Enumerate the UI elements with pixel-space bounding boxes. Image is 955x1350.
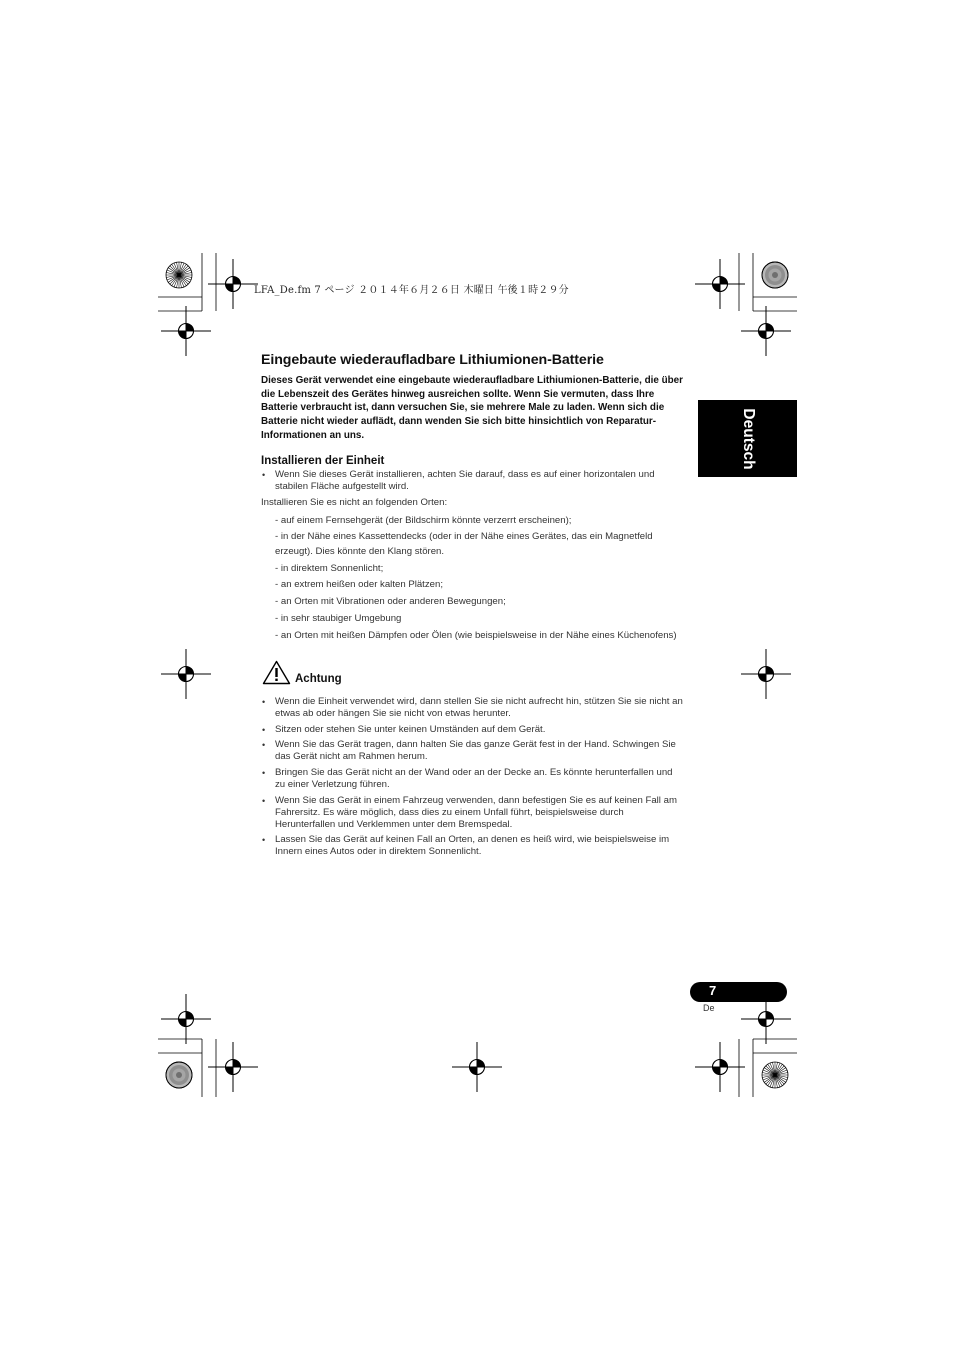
list-item: • Wenn die Einheit verwendet wird, dann stellen Sie sie nicht aufrecht hin, stützen Sie sie nicht an etwas ab oder hängen Sie sie nicht von etwas herunter. [261, 696, 685, 720]
page-number-badge [690, 982, 787, 1002]
install-places-list [261, 514, 685, 644]
list-item: • Sitzen oder stehen Sie unter keinen Umständen auf dem Gerät. [261, 724, 685, 736]
list-item: • Wenn Sie das Gerät in einem Fahrzeug verwenden, dann befestigen Sie es auf keinen Fall am Fahrersitz. Es wäre möglich, dass dies zu einem Unfall führt, beispielsweise durch Herunterfallen und Verklemmen unter dem Bremspedal. [261, 795, 685, 831]
language-tab [698, 400, 797, 477]
warning-triangle-icon [262, 660, 291, 685]
caution-list [261, 696, 685, 858]
list-item: - in sehr staubiger Umgebung [275, 613, 402, 624]
install-lead: Installieren Sie es nicht an folgenden Orten: [261, 496, 448, 508]
list-item: • Wenn Sie das Gerät tragen, dann halten Sie das ganze Gerät fest in der Hand. Schwingen Sie das Gerät nicht am Rahmen herum. [261, 739, 685, 763]
page-language-code: De [703, 1003, 715, 1013]
language-tab-label: Deutsch [739, 407, 757, 470]
list-item: - an Orten mit Vibrationen oder anderen Bewegungen; [275, 596, 506, 608]
list-item: - an extrem heißen oder kalten Plätzen; [275, 579, 443, 591]
list-item: - an Orten mit heißen Dämpfen oder Ölen (wie beispielsweise in der Nähe eines Küchenofens) [275, 629, 677, 641]
section-intro: Dieses Gerät verwendet eine eingebaute wiederaufladbare Lithiumionen-Batterie, die über die Lebenszeit des Gerätes hinweg ausreichen sollte. Wenn Sie vermuten, dass Ihre Batterie verbraucht ist, dann versuchen Sie, sie mehrere Male zu laden. Wenn sich die Batterie nicht wieder auflädt, dann wenden Sie sich bitte hinsichtlich von Reparatur-Informationen an uns. [261, 375, 683, 441]
install-bullet: • Wenn Sie dieses Gerät installieren, achten Sie darauf, dass es auf einer horizontalen und stabilen Fläche aufgestellt wird. [261, 469, 685, 493]
page-number: 7 [709, 983, 717, 998]
list-item: • Lassen Sie das Gerät auf keinen Fall an Orten, an denen es heiß wird, wie beispielsweise im Innern eines Autos oder in direktem Sonnenlicht. [261, 834, 685, 858]
list-item: - in direktem Sonnenlicht; [275, 562, 384, 574]
list-item: - auf einem Fernsehgerät (der Bildschirm könnte verzerrt erscheinen); [275, 514, 572, 526]
file-info-header: LFA_De.fm 7 ページ ２０１４年６月２６日 木曜日 午後１時２９分 [254, 285, 569, 296]
caution-title: Achtung [295, 673, 342, 686]
main-content [261, 352, 685, 862]
install-heading: Installieren der Einheit [261, 454, 385, 467]
list-item: - in der Nähe eines Kassettendecks (oder in der Nähe eines Gerätes, das ein Magnetfeld erzeugt). Dies könnte den Klang stören. [275, 531, 653, 557]
section-title: Eingebaute wiederaufladbare Lithiumionen-Batterie [261, 352, 604, 368]
list-item: • Bringen Sie das Gerät nicht an der Wand oder an der Decke an. Es könnte herunterfallen und zu einer Verletzung führen. [261, 767, 685, 791]
caution-header [261, 660, 685, 690]
